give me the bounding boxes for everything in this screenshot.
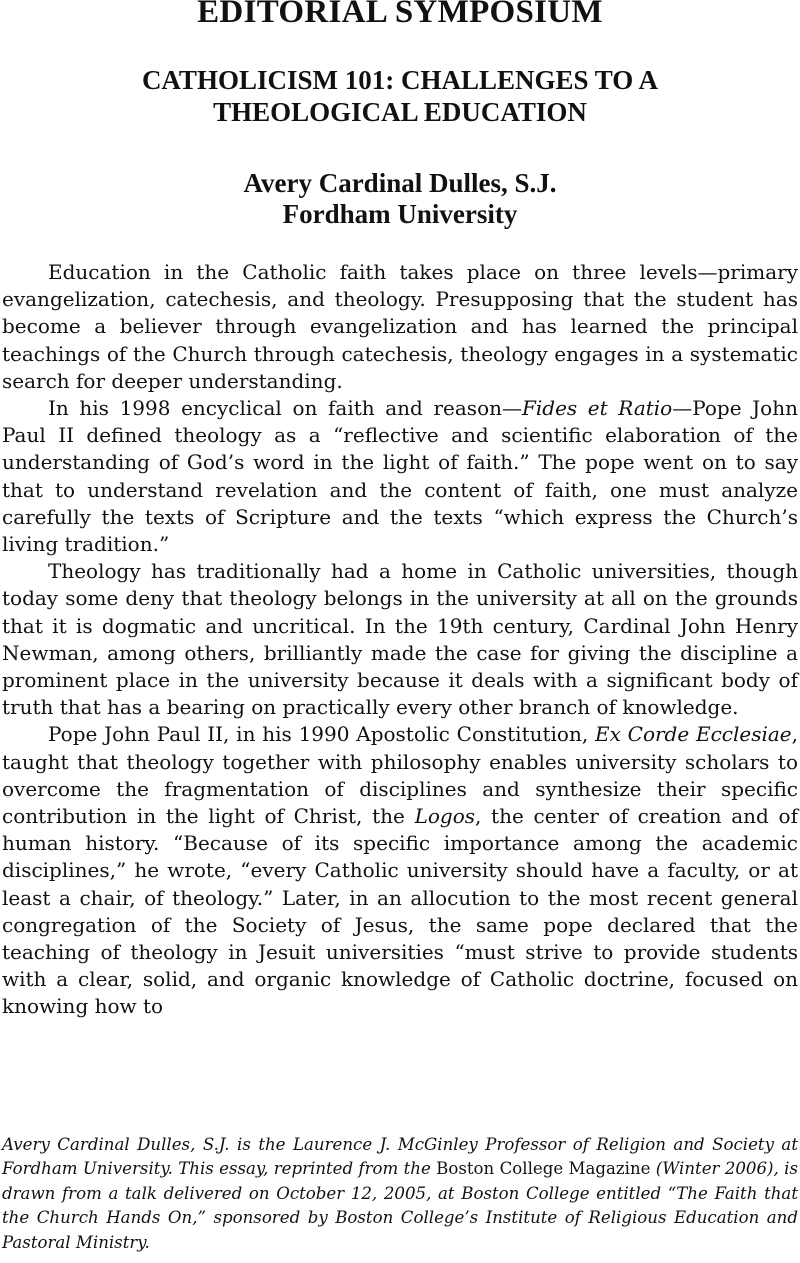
article-title-line-1: CATHOLICISM 101: CHALLENGES TO A	[141, 65, 659, 95]
footnote-text-2: (Winter 2006), is drawn from a talk delivered on October 12, 2005, at Boston College entitled “The Faith that the Church Hands On,” sponsored by Boston College’s Institute of Religious Education and Pastoral Ministry.	[2, 1159, 798, 1252]
logos-term: Logos	[414, 804, 475, 829]
paragraph-1	[2, 259, 798, 395]
section-title: EDITORIAL SYMPOSIUM	[197, 0, 603, 30]
paragraph-1-text: Education in the Catholic faith takes place on three levels—primary evangelization, catechesis, and theology. Presupposing that the student has become a believer through evangelization and has learned the principal teachings of the Church through catechesis, theology engages in a systematic search for deeper understanding.	[2, 260, 798, 393]
paragraph-4-text-b: , taught that theology together with philosophy enables university scholars to overcome the fragmentation of disciplines and synthesize their specific contribution in the light of Christ, the	[2, 722, 798, 829]
article-title-line-2: THEOLOGICAL EDUCATION	[213, 97, 587, 127]
magazine-name: Boston College Magazine	[436, 1159, 651, 1179]
article-title	[0, 64, 800, 128]
paragraph-2	[2, 395, 798, 558]
author-footnote	[2, 1133, 798, 1255]
paragraph-2-text-a: In his 1998 encyclical on faith and reason—	[48, 396, 522, 421]
footnote-text-1: Avery Cardinal Dulles, S.J. is the Laurence J. McGinley Professor of Religion and Society at Fordham University. This essay, reprinted from the	[2, 1135, 798, 1179]
constitution-title: Ex Corde Ecclesiae	[594, 722, 792, 747]
paragraph-2-text-b: —Pope John Paul II defined theology as a “reflective and scientific elaboration of the understanding of God’s word in the light of faith.” The pope went on to say that to understand revelation and the content of faith, one must analyze carefully the texts of Scripture and the texts “which express the Church’s living tradition.”	[2, 396, 798, 557]
paragraph-4	[2, 721, 798, 1020]
author-name: Avery Cardinal Dulles, S.J.	[243, 168, 557, 198]
author-affiliation: Fordham University	[282, 199, 518, 229]
paragraph-4-text-c: , the center of creation and of human history. “Because of its specific importance among the academic disciplines,” he wrote, “every Catholic university should have a faculty, or at least a chair, of theology.” Later, in an allocution to the most recent general congregation of the Society of Jesus, the same pope declared that the teaching of theology in Jesuit universities “must strive to provide students with a clear, solid, and organic knowledge of Catholic doctrine, focused on knowing how to	[2, 804, 798, 1019]
paragraph-3-text: Theology has traditionally had a home in Catholic universities, though today some deny that theology belongs in the university at all on the grounds that it is dogmatic and uncritical. In the 19th century, Cardinal John Henry Newman, among others, brilliantly made the case for giving the discipline a prominent place in the university because it deals with a significant body of truth that has a bearing on practically every other branch of knowledge.	[2, 559, 798, 720]
encyclical-title: Fides et Ratio	[522, 396, 673, 421]
article-body	[2, 259, 798, 1021]
byline	[0, 168, 800, 230]
paragraph-4-text-a: Pope John Paul II, in his 1990 Apostolic Constitution,	[48, 722, 595, 747]
paragraph-3	[2, 558, 798, 721]
